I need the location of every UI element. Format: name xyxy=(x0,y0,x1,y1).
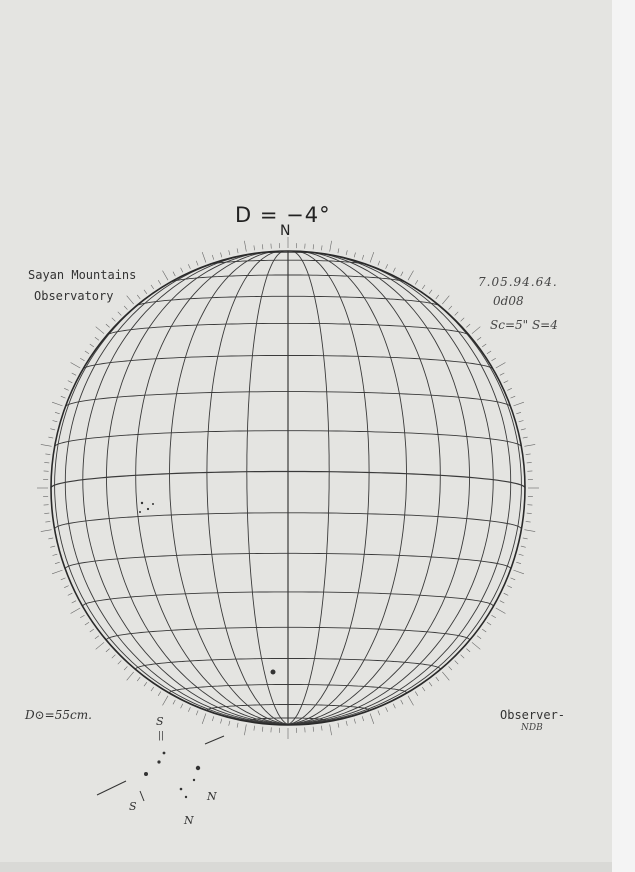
limb-tick xyxy=(85,622,89,625)
limb-tick xyxy=(386,264,388,269)
limb-tick xyxy=(507,586,512,588)
limb-tick xyxy=(50,546,55,547)
limb-tick xyxy=(321,726,322,731)
limb-tick xyxy=(53,554,58,555)
limb-tick xyxy=(96,327,104,334)
limb-tick xyxy=(124,306,127,310)
limb-tick xyxy=(64,388,69,390)
limb-tick xyxy=(45,454,50,455)
limb-tick xyxy=(90,344,94,347)
limb-tick xyxy=(237,723,238,728)
limb-tick xyxy=(472,642,480,649)
limb-tick xyxy=(461,318,465,322)
limb-tick xyxy=(112,318,116,322)
limb-tick xyxy=(526,454,531,455)
limb-tick xyxy=(137,295,140,299)
limb-tick xyxy=(196,711,198,716)
sketch-marks-top: || xyxy=(158,731,165,741)
limb-tick xyxy=(354,253,355,258)
limb-tick xyxy=(181,704,183,709)
spot-dot xyxy=(271,670,276,675)
limb-tick xyxy=(64,586,69,588)
limb-tick xyxy=(386,707,388,712)
limb-tick xyxy=(514,570,524,574)
limb-tick xyxy=(436,677,439,681)
limb-tick xyxy=(158,280,161,284)
limb-tick xyxy=(72,601,76,603)
limb-tick xyxy=(173,700,175,704)
limb-tick xyxy=(330,724,332,735)
limb-tick xyxy=(85,351,89,354)
spot-sketch xyxy=(139,502,200,798)
limb-tick xyxy=(511,396,516,398)
limb-tick xyxy=(516,412,521,414)
longitude-line xyxy=(288,252,440,725)
limb-tick xyxy=(442,672,449,680)
limb-tick xyxy=(511,578,516,580)
limb-tick xyxy=(118,312,122,316)
limb-tick xyxy=(422,285,425,289)
longitude-line xyxy=(55,268,288,725)
limb-tick xyxy=(202,252,206,262)
limb-tick xyxy=(52,402,62,406)
limb-tick xyxy=(137,677,140,681)
north-marker: N xyxy=(280,223,291,239)
limb-tick xyxy=(408,271,414,281)
limb-tick xyxy=(524,530,535,532)
limb-tick xyxy=(55,562,60,564)
limb-tick xyxy=(68,381,73,383)
limb-tick xyxy=(313,244,314,249)
limb-tick xyxy=(52,570,62,574)
disk-diameter: D⊙=55cm. xyxy=(25,708,92,722)
sketch-label-n-bottom: N xyxy=(184,814,194,827)
limb-tick xyxy=(330,241,332,252)
limb-tick xyxy=(188,707,190,712)
limb-tick xyxy=(449,306,452,310)
limb-tick xyxy=(504,593,509,595)
limb-tick xyxy=(229,721,230,726)
limb-tick xyxy=(118,661,122,665)
limb-tick xyxy=(436,295,439,299)
limb-tick xyxy=(415,692,418,696)
limb-tick xyxy=(378,711,380,716)
limb-tick xyxy=(90,629,94,632)
limb-tick xyxy=(393,268,395,273)
limb-tick xyxy=(44,513,49,514)
limb-tick xyxy=(124,666,127,670)
limb-tick xyxy=(151,687,154,691)
limb-tick xyxy=(482,629,486,632)
longitude-line xyxy=(170,251,289,724)
limb-tick xyxy=(354,719,355,724)
limb-tick xyxy=(44,462,49,463)
limb-tick xyxy=(237,248,238,253)
limb-tick xyxy=(173,272,175,276)
longitude-line xyxy=(207,251,288,724)
limb-tick xyxy=(370,714,374,724)
limb-tick xyxy=(212,255,214,260)
seeing-estimate: Sc=5" S=4 xyxy=(490,318,558,332)
limb-tick xyxy=(519,554,524,555)
limb-tick xyxy=(71,363,81,369)
limb-tick xyxy=(80,358,84,361)
limb-tick xyxy=(106,324,110,327)
limb-tick xyxy=(72,373,76,375)
limb-tick xyxy=(254,726,255,731)
limb-tick xyxy=(507,388,512,390)
limb-tick xyxy=(71,608,81,614)
limb-tick xyxy=(55,412,60,414)
limb-tick xyxy=(262,244,263,249)
longitude-line xyxy=(288,251,369,724)
limb-tick xyxy=(442,296,449,304)
limb-tick xyxy=(80,615,84,618)
limb-tick xyxy=(321,245,322,250)
limb-tick xyxy=(127,296,134,304)
limb-tick xyxy=(527,462,532,463)
limb-tick xyxy=(144,290,147,294)
limb-tick xyxy=(449,666,452,670)
limb-tick xyxy=(523,437,528,438)
observatory-name-line1: Sayan Mountains xyxy=(28,268,137,282)
limb-tick xyxy=(527,513,532,514)
limb-tick xyxy=(262,727,263,732)
limb-tick xyxy=(461,655,465,659)
limb-tick xyxy=(455,312,459,316)
limb-tick xyxy=(202,714,206,724)
limb-tick xyxy=(362,255,364,260)
limb-tick xyxy=(163,271,169,281)
limb-tick xyxy=(514,402,524,406)
limb-tick xyxy=(477,636,481,639)
limb-tick xyxy=(158,692,161,696)
limb-tick xyxy=(415,280,418,284)
limb-tick xyxy=(45,521,50,522)
observer-label: Observer- xyxy=(500,708,566,722)
limb-tick xyxy=(53,421,58,422)
limb-tick xyxy=(521,429,526,430)
limb-tick xyxy=(163,696,169,706)
limb-tick xyxy=(61,578,66,580)
limb-tick xyxy=(496,363,506,369)
observation-time: 0d08 xyxy=(493,294,524,308)
limb-tick xyxy=(338,248,339,253)
limb-tick xyxy=(393,704,395,709)
limb-tick xyxy=(95,636,99,639)
limb-tick xyxy=(221,719,222,724)
limb-tick xyxy=(482,344,486,347)
limb-tick xyxy=(106,649,110,652)
limb-tick xyxy=(472,327,480,334)
limb-tick xyxy=(212,716,214,721)
limb-tick xyxy=(519,421,524,422)
limb-tick xyxy=(477,337,481,340)
limb-tick xyxy=(188,264,190,269)
longitude-line xyxy=(136,252,288,725)
limb-tick xyxy=(221,253,222,258)
limb-tick xyxy=(50,429,55,430)
limb-tick xyxy=(523,538,528,539)
limb-tick xyxy=(254,245,255,250)
limb-tick xyxy=(41,444,52,446)
longitude-line xyxy=(288,268,521,725)
limb-tick xyxy=(524,444,535,446)
limb-tick xyxy=(96,642,104,649)
limb-tick xyxy=(229,250,230,255)
limb-tick xyxy=(181,268,183,273)
limb-tick xyxy=(429,682,432,686)
limb-tick xyxy=(48,437,53,438)
limb-tick xyxy=(492,615,496,618)
limb-tick xyxy=(338,723,339,728)
chart-title: D = −4° xyxy=(235,203,331,227)
sketch-label-s-top: S xyxy=(156,715,164,728)
limb-tick xyxy=(68,593,73,595)
limb-tick xyxy=(487,622,491,625)
longitude-line xyxy=(288,251,407,724)
limb-tick xyxy=(516,562,521,564)
limb-tick xyxy=(313,727,314,732)
limb-tick xyxy=(521,546,526,547)
limb-tick xyxy=(378,261,380,266)
limb-tick xyxy=(496,608,506,614)
limb-tick xyxy=(346,250,347,255)
observatory-name-line2: Observatory xyxy=(34,289,114,303)
sketch-label-s-left: S xyxy=(129,800,137,813)
limb-tick xyxy=(362,716,364,721)
limb-tick xyxy=(196,261,198,266)
limb-tick xyxy=(466,324,470,327)
limb-tick xyxy=(61,396,66,398)
limb-tick xyxy=(504,381,509,383)
observation-date: 7.05.94.64. xyxy=(478,275,558,289)
sketch-strokes xyxy=(97,736,224,801)
longitude-line xyxy=(247,251,288,724)
limb-tick xyxy=(429,290,432,294)
observer-initials: NDB xyxy=(521,723,543,733)
longitude-line xyxy=(288,251,329,724)
limb-tick xyxy=(526,521,531,522)
limb-tick xyxy=(492,358,496,361)
limb-tick xyxy=(401,272,403,276)
limb-tick xyxy=(127,672,134,680)
limb-tick xyxy=(95,337,99,340)
limb-tick xyxy=(370,252,374,262)
sketch-label-n-right: N xyxy=(207,790,217,803)
limb-tick xyxy=(487,351,491,354)
limb-tick xyxy=(41,530,52,532)
limb-tick xyxy=(408,696,414,706)
limb-tick xyxy=(500,601,504,603)
limb-tick xyxy=(401,700,403,704)
limb-tick xyxy=(244,724,246,735)
heliographic-grid xyxy=(51,251,525,724)
limb-tick xyxy=(144,682,147,686)
limb-tick xyxy=(466,649,470,652)
limb-tick xyxy=(244,241,246,252)
limb-tick xyxy=(346,721,347,726)
limb-tick xyxy=(112,655,116,659)
limb-tick xyxy=(422,687,425,691)
limb-tick xyxy=(455,661,459,665)
limb-tick xyxy=(151,285,154,289)
limb-tick xyxy=(48,538,53,539)
limb-tick xyxy=(500,373,504,375)
